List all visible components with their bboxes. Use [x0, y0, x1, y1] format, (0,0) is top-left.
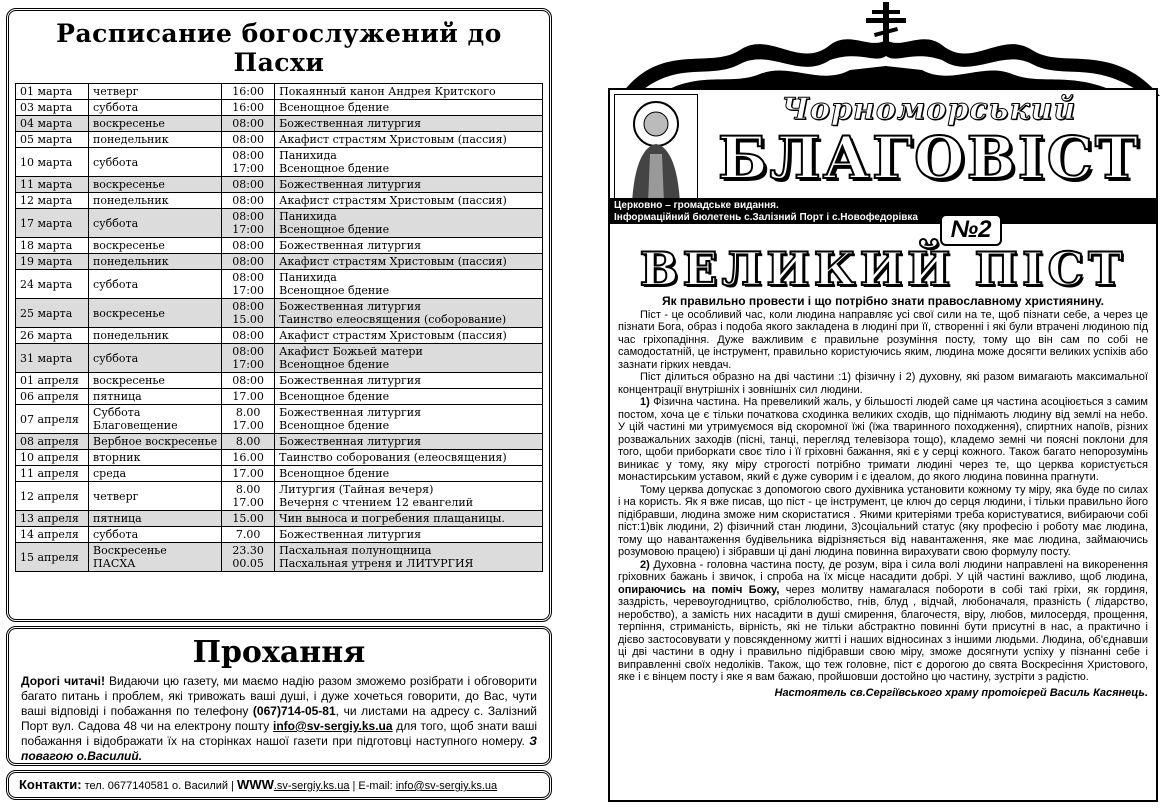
- schedule-event-text: Божественная литургия: [279, 528, 422, 541]
- schedule-event: [275, 100, 543, 116]
- schedule-row: [16, 328, 543, 344]
- schedule-event-text: Акафист страстям Христовым (пассия): [279, 133, 507, 146]
- schedule-event: [275, 466, 543, 482]
- schedule-day-line: суббота: [93, 351, 139, 365]
- schedule-time-value: 08:00: [232, 374, 264, 387]
- schedule-date: 07 апреля: [16, 405, 89, 434]
- request-text-3: для того, щоб знати ваші побажання і відображати їх на сторінках нашої газети при підготовці наступного номеру.: [21, 719, 538, 748]
- schedule-time-value: 15.00: [232, 313, 264, 326]
- newsletter-name-top: Чорноморський: [781, 92, 1077, 127]
- schedule-day-line: понедельник: [93, 194, 169, 207]
- schedule-time: [222, 116, 275, 132]
- schedule-time: [222, 270, 275, 299]
- schedule-row: [16, 466, 543, 482]
- schedule-time-value: 08:00: [232, 210, 264, 223]
- schedule-time-value: 08:00: [232, 300, 264, 313]
- contacts-label: Контакти:: [19, 777, 82, 792]
- schedule-event: [275, 543, 543, 572]
- masthead: [610, 90, 1156, 210]
- schedule-day: [89, 434, 222, 450]
- schedule-day-line: пятница: [93, 390, 142, 403]
- schedule-event-text: Панихида: [279, 149, 337, 162]
- schedule-time: [222, 193, 275, 209]
- schedule-time-value: 08:00: [232, 329, 264, 342]
- schedule-time: [222, 84, 275, 100]
- schedule-time-value: 17:00: [232, 223, 264, 236]
- contacts-www-label: WWW: [237, 777, 274, 792]
- schedule-event-text: Божественная литургия: [279, 374, 422, 387]
- schedule-event-text: Божественная литургия: [279, 178, 422, 191]
- schedule-time-value: 08:00: [232, 194, 264, 207]
- schedule-event-text: Всенощное бдение: [279, 358, 390, 371]
- schedule-day-line: пятница: [93, 512, 142, 525]
- schedule-date: 06 апреля: [16, 389, 89, 405]
- schedule-event: [275, 299, 543, 328]
- schedule-event: [275, 328, 543, 344]
- ornament-header: [620, 0, 1160, 96]
- schedule-day: [89, 270, 222, 299]
- schedule-event-text: Покаянный канон Андрея Критского: [279, 85, 496, 98]
- schedule-day-line: суббота: [93, 216, 139, 230]
- request-greeting: Дорогі читачі!: [21, 674, 105, 688]
- schedule-date: 03 марта: [16, 100, 89, 116]
- schedule-day: [89, 132, 222, 148]
- schedule-event-text: Таинство елеосвящения (соборование): [279, 313, 507, 326]
- newsletter-panel: [608, 88, 1158, 802]
- contacts-email-link[interactable]: info@sv-sergiy.ks.ua: [395, 780, 498, 792]
- schedule-day: [89, 177, 222, 193]
- info-bar: [610, 198, 1156, 224]
- schedule-day: [89, 299, 222, 328]
- schedule-day: [89, 254, 222, 270]
- schedule-row: [16, 148, 543, 177]
- schedule-event: [275, 405, 543, 434]
- schedule-time-value: 8.00: [235, 483, 261, 496]
- schedule-time-value: 7.00: [235, 528, 261, 541]
- schedule-event: [275, 344, 543, 373]
- schedule-time-value: 08:00: [232, 255, 264, 268]
- schedule-row: [16, 543, 543, 572]
- schedule-time-value: 17.00: [232, 467, 264, 480]
- schedule-row: [16, 209, 543, 238]
- schedule-row: [16, 389, 543, 405]
- schedule-time: [222, 527, 275, 543]
- request-body: [21, 674, 537, 764]
- schedule-time: [222, 132, 275, 148]
- schedule-event: [275, 270, 543, 299]
- schedule-day-line: воскресенье: [93, 239, 165, 252]
- schedule-day-line: среда: [93, 467, 127, 480]
- schedule-day: [89, 482, 222, 511]
- issue-badge: №2: [940, 214, 1002, 246]
- schedule-day: [89, 100, 222, 116]
- schedule-day-line: воскресенье: [93, 117, 165, 130]
- schedule-event: [275, 177, 543, 193]
- schedule-time-value: 00.05: [232, 557, 264, 570]
- schedule-event: [275, 434, 543, 450]
- article-text: Фізична частина. На превеликий жаль, у більшості людей саме ця частина асоціюється з самим постом, хоча це є тільки початкова сходинка великих сходів, що піднімають людину від землі на небо. У цій частині ми утримуємося від скоромної їжі (їжа тваринного походження), спиртних напоїв, різних розважальних заходів (пісні, танці, перегляд телевізора тощо), кладемо земні чи поясні поклони для того, щоби приборкати своє тіло і її гріховні бажання, які є у серці кожного. Також багато непорозумінь виникає у тому, яку міру строгості потрібно тримати людині через те, що церква користується монастирським уставом, який є дуже суворим і є ідеалом, до якого людина повинна прагнути.: [618, 396, 1148, 483]
- schedule-event: [275, 193, 543, 209]
- schedule-event: [275, 482, 543, 511]
- schedule-event-text: Панихида: [279, 210, 337, 223]
- schedule-day-line: вторник: [93, 451, 141, 464]
- schedule-day: [89, 209, 222, 238]
- schedule-event-text: Чин выноса и погребения плащаницы.: [279, 512, 505, 525]
- schedule-row: [16, 373, 543, 389]
- request-text-2: , чи листами на адресу с. Залізний Порт вул. Садова 48 чи на електрону пошту: [21, 704, 537, 733]
- schedule-time: [222, 148, 275, 177]
- schedule-day-line: воскресенье: [93, 306, 165, 320]
- article-body: [618, 295, 1148, 699]
- schedule-date: 31 марта: [16, 344, 89, 373]
- schedule-date: 17 марта: [16, 209, 89, 238]
- schedule-event: [275, 373, 543, 389]
- schedule-day: [89, 405, 222, 434]
- schedule-table: [15, 83, 543, 572]
- cross-icon: [866, 2, 906, 42]
- schedule-event: [275, 254, 543, 270]
- schedule-date: 15 апреля: [16, 543, 89, 572]
- schedule-row: [16, 193, 543, 209]
- schedule-time-value: 17.00: [232, 390, 264, 403]
- schedule-date: 18 марта: [16, 238, 89, 254]
- schedule-event-text: Всенощное бдение: [279, 390, 390, 403]
- schedule-row: [16, 299, 543, 328]
- schedule-row: [16, 100, 543, 116]
- article-signature: Настоятель св.Сергіївського храму протоієрей Василь Касянець.: [774, 686, 1148, 699]
- schedule-date: 14 апреля: [16, 527, 89, 543]
- schedule-time-value: 17.00: [232, 496, 264, 509]
- schedule-time-value: 17:00: [232, 358, 264, 371]
- schedule-event-text: Всенощное бдение: [279, 223, 390, 236]
- schedule-event-text: Литургия (Тайная вечеря): [279, 483, 434, 496]
- schedule-time: [222, 328, 275, 344]
- schedule-time: [222, 405, 275, 434]
- schedule-day-line: Суббота: [93, 406, 141, 419]
- schedule-day: [89, 148, 222, 177]
- schedule-day: [89, 84, 222, 100]
- schedule-day: [89, 116, 222, 132]
- schedule-time-value: 08:00: [232, 149, 264, 162]
- schedule-event-text: Таинство соборования (елеосвящения): [279, 451, 507, 464]
- schedule-event-text: Пасхальная полунощница: [279, 544, 432, 557]
- schedule-day: [89, 238, 222, 254]
- schedule-panel: [6, 8, 552, 622]
- schedule-row: [16, 116, 543, 132]
- contacts-email-label: | E-mail:: [352, 780, 393, 792]
- schedule-day-line: воскресенье: [93, 374, 165, 387]
- schedule-date: 10 апреля: [16, 450, 89, 466]
- article-text: Духовна - головна частина посту, де розум, віра і сила волі людини направлені на викоренення гріховних бажань і звичок, і спроба на їх місце насадити добрі. У цій частині важливо, щоб людина,: [618, 558, 1148, 583]
- schedule-time-value: 17:00: [232, 284, 264, 297]
- schedule-date: 13 апреля: [16, 511, 89, 527]
- schedule-day-line: суббота: [93, 101, 139, 114]
- schedule-row: [16, 344, 543, 373]
- schedule-time-value: 08:00: [232, 239, 264, 252]
- info-line-2: Інформаційний бюлетень с.Залізний Порт і с.Новофедорівка: [614, 212, 918, 223]
- schedule-day-line: понедельник: [93, 255, 169, 268]
- request-email-link[interactable]: info@sv-sergiy.ks.ua: [273, 719, 393, 733]
- schedule-time: [222, 450, 275, 466]
- schedule-event-text: Божественная литургия: [279, 300, 422, 313]
- schedule-event-text: Божественная литургия: [279, 406, 422, 419]
- schedule-time-value: 16:00: [232, 85, 264, 98]
- schedule-time-value: 15.00: [232, 512, 264, 525]
- schedule-day: [89, 389, 222, 405]
- schedule-date: 01 марта: [16, 84, 89, 100]
- article-title: ВЕЛИКИЙ ПІСТ: [639, 242, 1127, 296]
- schedule-date: 24 марта: [16, 270, 89, 299]
- contacts-phone: тел. 0677140581 о. Василий |: [84, 780, 234, 792]
- schedule-row: [16, 511, 543, 527]
- schedule-event-text: Акафист страстям Христовым (пассия): [279, 255, 507, 268]
- schedule-row: [16, 405, 543, 434]
- schedule-date: 12 апреля: [16, 482, 89, 511]
- schedule-day-line: суббота: [93, 155, 139, 169]
- schedule-time: [222, 373, 275, 389]
- schedule-event-text: Акафист Божьей матери: [279, 345, 423, 358]
- schedule-date: 26 марта: [16, 328, 89, 344]
- schedule-day-line: воскресенье: [93, 178, 165, 191]
- schedule-event: [275, 238, 543, 254]
- schedule-day-line: понедельник: [93, 329, 169, 342]
- schedule-event: [275, 116, 543, 132]
- schedule-event-text: Панихида: [279, 271, 337, 284]
- request-title: Прохання: [192, 635, 366, 670]
- schedule-event-text: Пасхальная утреня и ЛИТУРГИЯ: [279, 557, 474, 570]
- request-phone: (067)714-05-81: [252, 704, 336, 718]
- article-paragraph: Піст ділиться образно на дві частини :1) фізичну і 2) духовну, які разом вимагають максимальної концентрації внутрішніх і зовнішніх сил людини.: [618, 371, 1148, 396]
- schedule-date: 05 марта: [16, 132, 89, 148]
- schedule-day: [89, 450, 222, 466]
- schedule-event-text: Акафист страстям Христовым (пассия): [279, 329, 507, 342]
- schedule-date: 04 марта: [16, 116, 89, 132]
- article-text: через молитву намагалася побороти в собі такі гріхи, як гординя, заздрість, черевоугодництво, сріблолюбство, гнів, блуд , відчай, любоначаля, празність ( лідарство, неробство), а замість них насадити в душі смирення, благочестя, віру, любов, милосердя, прощення, терпіння, стриманість, вірність, які не тільки абстрактно повинні бути присутні в нас, а практично і дієво застосовувати у повсякденному житті і наших відносинах з іншими людьми. Людина, об'єднавши ці дві частини в одну і правильно підібравши свою міру, зможе досягнути успіху у пізнанні себе і виправленні своїх недоліків. Також, що теж головне, піст є дорогою до свята Воскресіння Христового, яке і є вінцем посту і яке я вам бажаю, пройшовши достойно цю частину, зустріти з радістю.: [618, 583, 1148, 683]
- schedule-row: [16, 132, 543, 148]
- schedule-time: [222, 511, 275, 527]
- schedule-date: 10 марта: [16, 148, 89, 177]
- schedule-date: 11 марта: [16, 177, 89, 193]
- schedule-day-line: понедельник: [93, 133, 169, 146]
- contacts-panel: [6, 770, 552, 800]
- schedule-time: [222, 466, 275, 482]
- schedule-row: [16, 84, 543, 100]
- schedule-time-value: 08:00: [232, 345, 264, 358]
- schedule-day-line: ПАСХА: [93, 557, 136, 570]
- schedule-date: 12 марта: [16, 193, 89, 209]
- article-emphasis: опираючись на поміч Божу,: [618, 583, 780, 596]
- schedule-date: 25 марта: [16, 299, 89, 328]
- schedule-event-text: Божественная литургия: [279, 117, 422, 130]
- newsletter-name-main: БЛАГОВІСТ: [717, 124, 1141, 192]
- schedule-day-line: суббота: [93, 528, 139, 541]
- schedule-day-line: Воскресенье: [93, 544, 167, 557]
- schedule-event-text: Всенощное бдение: [279, 284, 390, 297]
- schedule-date: 01 апреля: [16, 373, 89, 389]
- schedule-time-value: 08:00: [232, 133, 264, 146]
- schedule-time: [222, 543, 275, 572]
- schedule-day-line: Благовещение: [93, 419, 178, 432]
- schedule-row: [16, 238, 543, 254]
- schedule-time-value: 8.00: [235, 406, 261, 419]
- schedule-event: [275, 132, 543, 148]
- schedule-time: [222, 100, 275, 116]
- article-paragraph: [618, 559, 1148, 684]
- info-line-1: Церковно – громадське видання.: [614, 200, 779, 211]
- schedule-time-value: 8.00: [235, 435, 261, 448]
- schedule-time-value: 16:00: [232, 101, 264, 114]
- schedule-time-value: 17:00: [232, 162, 264, 175]
- article-num: 1): [640, 396, 650, 408]
- schedule-day: [89, 328, 222, 344]
- schedule-date: 19 марта: [16, 254, 89, 270]
- article-paragraph: Тому церква допускає з допомогою свого духівника установити кожному ту міру, яка буде по силах і на користь. Як я вже писав, що піст - це інструмент, це ключ до серця людини, і тільки правильно його підібравши, людина зможе ним скористатися . Якими критеріями треба користуватися, вибираючи собі піст:1)вік людини, 2) фізичний стан людини, 3)соціальний статус (яку професію і роботу має людина, тому що навантаження будівельника відрізняється від навантаження, яке має людина, займаючись розумовою працею) і зібравши ці дані людина повинна вирахувати свою формулу посту.: [618, 483, 1148, 558]
- schedule-day-line: Вербное воскресенье: [93, 435, 218, 448]
- schedule-day: [89, 511, 222, 527]
- schedule-time: [222, 434, 275, 450]
- schedule-event-text: Всенощное бдение: [279, 419, 390, 432]
- schedule-day: [89, 466, 222, 482]
- schedule-day: [89, 344, 222, 373]
- schedule-event: [275, 389, 543, 405]
- schedule-day-line: четверг: [93, 489, 139, 503]
- schedule-time-value: 16.00: [232, 451, 264, 464]
- schedule-time: [222, 389, 275, 405]
- schedule-event-text: Вечерня с чтением 12 евангелий: [279, 496, 474, 509]
- article-subtitle: Як правильно провести і що потрібно знати православному християнину.: [662, 294, 1104, 308]
- schedule-time: [222, 299, 275, 328]
- schedule-day: [89, 543, 222, 572]
- article-num: 2): [640, 558, 650, 571]
- schedule-row: [16, 270, 543, 299]
- request-text-1: Видаючи цю газету, ми маємо надію разом зможемо розібрати і обговорити багато питань і проблем, які тривожать ваші душі, і дуже хочеться говорити, до Вас, чути ваші відповіді і побажання по телефону: [21, 674, 537, 718]
- schedule-date: 08 апреля: [16, 434, 89, 450]
- schedule-time: [222, 344, 275, 373]
- request-closing: З повагою о.Василий.: [21, 734, 537, 763]
- schedule-date: 11 апреля: [16, 466, 89, 482]
- schedule-day: [89, 193, 222, 209]
- schedule-time-value: 08:00: [232, 117, 264, 130]
- schedule-time-value: 17.00: [232, 419, 264, 432]
- schedule-time: [222, 209, 275, 238]
- schedule-event-text: Всенощное бдение: [279, 162, 390, 175]
- schedule-time-value: 23.30: [232, 544, 264, 557]
- schedule-row: [16, 177, 543, 193]
- schedule-event-text: Всенощное бдение: [279, 467, 390, 480]
- schedule-time-value: 08:00: [232, 271, 264, 284]
- schedule-event: [275, 527, 543, 543]
- schedule-event-text: Акафист страстям Христовым (пассия): [279, 194, 507, 207]
- schedule-row: [16, 482, 543, 511]
- schedule-time-value: 08:00: [232, 178, 264, 191]
- contacts-website-link[interactable]: .sv-sergiy.ks.ua: [273, 780, 350, 792]
- schedule-event: [275, 450, 543, 466]
- schedule-row: [16, 434, 543, 450]
- schedule-event: [275, 84, 543, 100]
- schedule-time: [222, 482, 275, 511]
- schedule-day-line: суббота: [93, 277, 139, 291]
- schedule-event-text: Божественная литургия: [279, 239, 422, 252]
- request-panel: [6, 626, 552, 766]
- schedule-row: [16, 527, 543, 543]
- schedule-day-line: четверг: [93, 85, 139, 98]
- schedule-time: [222, 177, 275, 193]
- schedule-time: [222, 254, 275, 270]
- schedule-row: [16, 450, 543, 466]
- schedule-event-text: Всенощное бдение: [279, 101, 390, 114]
- schedule-event: [275, 511, 543, 527]
- schedule-time: [222, 238, 275, 254]
- schedule-title: Расписание богослужений до Пасхи: [56, 19, 502, 77]
- schedule-event: [275, 209, 543, 238]
- schedule-day: [89, 373, 222, 389]
- schedule-event: [275, 148, 543, 177]
- article-paragraph: Піст - це особливий час, коли людина направляє усі свої сили на те, щоб пізнати себе, а через це пізнати Бога, образ і подоба якого закладена в людині при її, створенні і які були втрачені людиною під час гріхопадіння. Дуже важливим є правильне розуміння посту, тому що він сам по собі не самодостатній, це інструмент, правильно користуючись яким, людина може досягти великих успіхів або зазнати гірких невдач.: [618, 308, 1148, 371]
- schedule-row: [16, 254, 543, 270]
- saint-icon: [614, 94, 698, 204]
- article-paragraph: [618, 396, 1148, 484]
- schedule-day: [89, 527, 222, 543]
- schedule-event-text: Божественная литургия: [279, 435, 422, 448]
